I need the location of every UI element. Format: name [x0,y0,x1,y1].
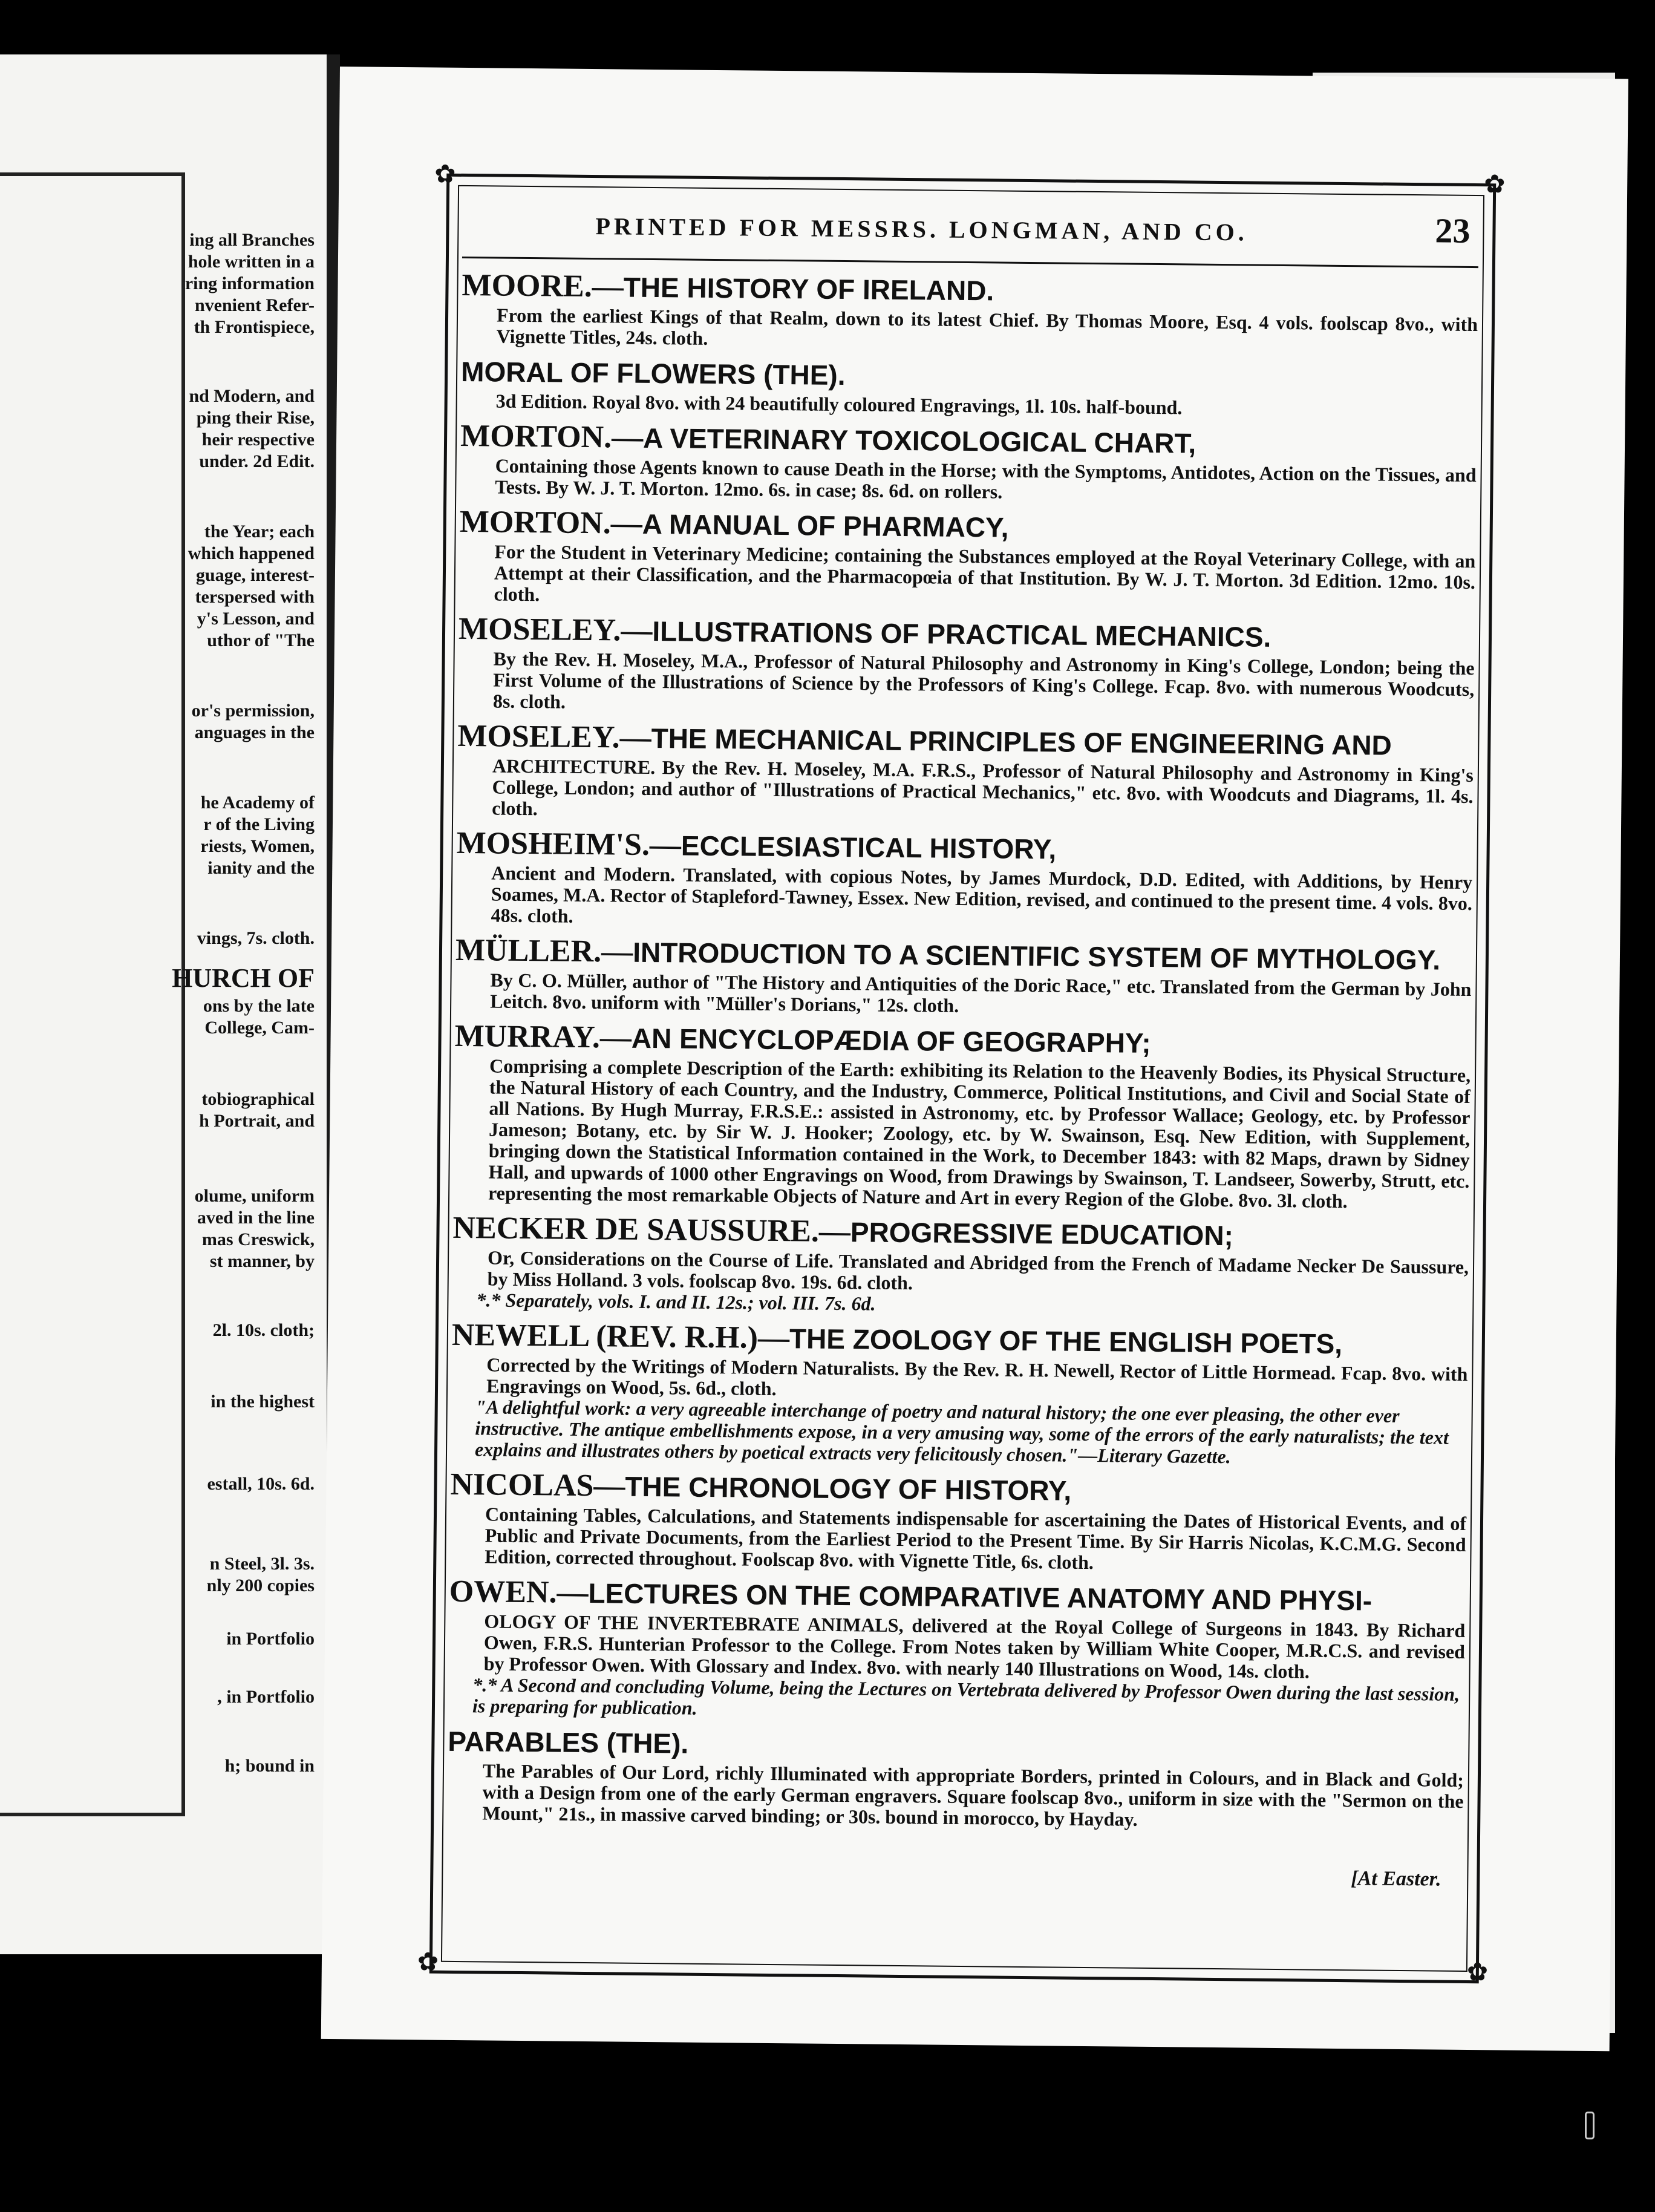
entry-description: Containing those Agents known to cause Death in the Horse; with the Symptoms, Antidotes, Action on the Tissues, and Tests. By W. J. T. Morton. 12mo. 6s. in case; 8s. 6d. on rollers. [495,454,1477,503]
entry-work-title: INTRODUCTION TO A SCIENTIFIC SYSTEM OF MYTHOLOGY. [632,936,1441,976]
left-page-line: hole written in a [188,252,315,272]
publication-note: [At Easter. [1351,1867,1441,1891]
left-page-line: HURCH OF [172,963,315,993]
catalogue-entry [462,267,1478,356]
entry-note: *.* A Second and concluding Volume, being the Lectures on Vertebrata delivered by Professor Owen during the last session, is preparing for publication. [472,1674,1460,1719]
left-page-line: terspersed with [195,587,315,607]
left-page-line: olume, uniform [194,1186,315,1206]
entry-description: Containing Tables, Calculations, and Statements indispensable for ascertaining the Dates of Historical Events, and of Public and Private Documents, from the Earliest Period to the Present Time. By Sir Harris Nicolas, K.C.M.G. Second Edition, corrected throughout. Foolscap 8vo. with Vignette Title, 6s. cloth. [485,1503,1467,1574]
left-page-line: nd Modern, and [189,386,315,406]
entry-author: MOSHEIM'S.— [456,825,682,863]
corner-ornament-icon: ✿ [434,159,456,189]
left-page-line: estall, 10s. 6d. [207,1474,315,1494]
entry-author: MURRAY.— [454,1018,632,1055]
right-page [321,67,1628,2051]
entry-work-title: ILLUSTRATIONS OF PRACTICAL MECHANICS. [652,615,1271,653]
left-page-line: in Portfolio [226,1629,315,1649]
corner-ornament-icon: ✿ [1466,1957,1489,1987]
entry-work-title: THE ZOOLOGY OF THE ENGLISH POETS, [789,1323,1343,1360]
entry-description: Ancient and Modern. Translated, with copious Notes, by James Murdock, D.D. Edited, with Additions, by Henry Soames, M.A. Rector of Stapleford-Tawney, Essex. New Edition, revised, and continued to the present time. 4 vols. 8vo. 48s. cloth. [491,862,1473,927]
catalogue-entries [447,267,1478,1833]
left-page-line: in the highest [211,1392,315,1412]
entry-description: For the Student in Veterinary Medicine; containing the Substances employed at the Royal Veterinary College, with an Attempt at their Classification, and the Pharmacopœia of that Institution. By W. J. T. Morton. 3d Edition. 12mo. 10s. cloth. [494,540,1476,606]
entry-description: The Parables of Our Lord, richly Illuminated with appropriate Borders, printed in Colours, and in Black and Gold; with a Design from one of the early German engravers. Square foolscap 8vo., uniform in size with the "Sermon on the Mount," 21s., in massive carved binding; or 30s. bound in morocco, by Hayday. [482,1759,1464,1830]
entry-description: ARCHITECTURE. By the Rev. H. Moseley, M.A. F.R.S., Professor of Natural Philosophy and Astronomy in King's College, London; and author of "Illustrations of Practical Mechanics," etc. 8vo. with Woodcuts and Diagrams, 1l. 4s. cloth. [492,754,1474,820]
entry-note: *.* Separately, vols. I. and II. 12s.; vol. III. 7s. 6d. [476,1289,876,1315]
left-page-line: mas Creswick, [201,1229,315,1249]
margin-mark [1585,2112,1595,2139]
left-page-line: n Steel, 3l. 3s. [209,1554,315,1574]
left-page-line: ping their Rise, [196,408,315,428]
entry-work-title: AN ENCYCLOPÆDIA OF GEOGRAPHY; [631,1022,1151,1059]
catalogue-entry [461,353,1478,421]
left-page-line: which happened [188,543,315,563]
left-page-line: st manner, by [209,1251,315,1271]
entry-author: NECKER DE SAUSSURE.— [452,1210,851,1249]
entry-work-title: A VETERINARY TOXICOLOGICAL CHART, [642,422,1196,459]
entry-author: OWEN.— [449,1574,589,1611]
entry-author: MOORE.— [462,267,624,304]
left-page-line: nly 200 copies [206,1576,315,1595]
left-page-line: y's Lesson, and [197,609,315,629]
catalogue-entry [447,1723,1464,1833]
left-page-line: ianity and the [207,858,315,878]
catalogue-entry [452,1209,1469,1320]
left-page-border [0,172,185,1816]
left-page-line: College, Cam- [204,1018,315,1038]
left-page-line: ring information [184,273,315,293]
left-page-line: the Year; each [204,522,315,542]
entry-description: 3d Edition. Royal 8vo. with 24 beautifully coloured Engravings, 1l. 10s. half-bound. [495,390,1183,419]
catalogue-entry [448,1573,1466,1726]
catalogue-entry [449,1466,1467,1577]
left-page-line: riests, Women, [200,836,315,856]
entry-work-title: MORAL OF FLOWERS (THE). [460,355,846,391]
entry-work-title: PROGRESSIVE EDUCATION; [850,1216,1234,1252]
left-page-line: vings, 7s. cloth. [197,928,315,948]
corner-ornament-icon: ✿ [1483,169,1506,199]
entry-work-title: PARABLES (THE). [448,1725,689,1759]
entry-work-title: LECTURES ON THE COMPARATIVE ANATOMY AND PHYSI- [588,1577,1373,1617]
left-page-line: ing all Branches [189,230,315,250]
catalogue-entry [458,610,1475,721]
left-page-line: th Frontispiece, [194,317,315,337]
entry-author: MOSELEY.— [457,718,651,755]
left-page-line: under. 2d Edit. [199,451,315,471]
left-page [0,54,327,1954]
running-head-text: PRINTED FOR MESSRS. LONGMAN, AND CO. [595,212,1248,246]
left-page-line: h; bound in [224,1756,315,1776]
left-page-line: 2l. 10s. cloth; [212,1320,315,1340]
running-head [462,201,1479,268]
entry-note: "A delightful work: a very agreeable interchange of poetry and natural history; the one ever pleasing, the other ever instructive. The antique embellishments expose, in a very amusing way, some of the errors of the early naturalists; the text explains and illustrates others by poetical extracts very felicitously chosen."—Literary Gazette. [474,1396,1449,1468]
entry-author: NICOLAS— [450,1467,625,1504]
catalogue-entry [457,718,1474,828]
entry-description: By C. O. Müller, author of "The History and Antiquities of the Doric Race," etc. Translated from the German by John Leitch. 8vo. uniform with "Müller's Dorians," 12s. cloth. [490,969,1472,1016]
entry-description: Comprising a complete Description of the Earth: exhibiting its Relation to the Heavenly Bodies, its Physical Structure, the Natural History of each Country, and the Industry, Commerce, Political Institutions, and Civil and Social State of all Nations. By Hugh Murray, F.R.S.E.: assisted in Astronomy, etc. by Professor Wallace; Geology, etc. by Professor Jameson; Botany, etc. by Sir W. J. Hooker; Zoology, etc. by W. Swainson, Esq. New Edition, with Supplement, bringing down the Statistical Information contained in the Work, to December 1843: with 82 Maps, drawn by Sidney Hall, and upwards of 1000 other Engravings on Wood, from Drawings by Swainson, T. Landseer, Sowerby, Strutt, etc. representing the most remarkable Objects of Nature and Art in every Region of the Globe. 8vo. 3l. cloth. [488,1055,1471,1212]
left-page-line: nvenient Refer- [195,295,315,315]
left-page-line: h Portrait, and [199,1111,315,1131]
entry-description: Corrected by the Writings of Modern Naturalists. By the Rev. R. H. Newell, Rector of Little Hormead. Fcap. 8vo. with Engravings on Wood, 5s. 6d., cloth. [486,1353,1468,1400]
left-page-line: ons by the late [203,996,315,1016]
catalogue-entry [455,932,1472,1021]
entry-author: MORTON.— [460,418,644,455]
left-page-line: uthor of "The [207,630,315,650]
page-number: 23 [1435,211,1471,250]
left-page-line: he Academy of [200,793,315,813]
entry-author: MÜLLER.— [455,932,633,969]
left-page-line: heir respective [201,430,315,450]
corner-ornament-icon: ✿ [417,1946,439,1977]
left-page-line: or's permission, [191,701,315,721]
catalogue-entry [455,825,1473,935]
entry-work-title: THE HISTORY OF IRELAND. [623,271,994,307]
catalogue-entry [451,1317,1468,1470]
left-page-line: r of the Living [203,814,315,834]
entry-author: MOSELEY.— [458,611,653,648]
catalogue-entry [459,503,1476,614]
entry-author: MORTON.— [459,504,643,541]
entry-description: Or, Considerations on the Course of Life. Translated and Abridged from the French of Madame Necker De Saussure, by Miss Holland. 3 vols. foolscap 8vo. 19s. 6d. cloth. [487,1246,1469,1294]
entry-author: NEWELL (REV. R.H.)— [451,1317,790,1356]
catalogue-entry [453,1018,1471,1213]
entry-description: From the earliest Kings of that Realm, down to its latest Chief. By Thomas Moore, Esq. 4 vols. foolscap 8vo., with Vignette Titles, 24s. cloth. [496,304,1478,349]
left-page-line: guage, interest- [195,565,315,585]
left-page-line: aved in the line [197,1208,315,1228]
catalogue-entry [460,417,1477,507]
left-page-line: , in Portfolio [217,1687,315,1707]
entry-description: OLOGY OF THE INVERTEBRATE ANIMALS, delivered at the Royal College of Surgeons in 1843. By Richard Owen, F.R.S. Hunterian Professor to the College. From Notes taken by William White Cooper, M.R.C.S. and revised by Professor Owen. With Glossary and Index. 8vo. with nearly 140 Illustrations on Wood, 14s. cloth. [483,1610,1466,1683]
entry-work-title: ECCLESIASTICAL HISTORY, [681,830,1057,865]
entry-work-title: THE CHRONOLOGY OF HISTORY, [625,1470,1072,1507]
entry-work-title: THE MECHANICAL PRINCIPLES OF ENGINEERING AND [651,722,1392,761]
entry-work-title: A MANUAL OF PHARMACY, [642,508,1009,543]
left-page-line: tobiographical [201,1089,315,1109]
entry-description: By the Rev. H. Moseley, M.A., Professor of Natural Philosophy and Astronomy in King's College, London; being the First Volume of the Illustrations of Science by the Professors of King's College. Fcap. 8vo. with numerous Woodcuts, 8s. cloth. [492,647,1475,713]
page-content [447,201,1479,1839]
left-page-line: anguages in the [194,722,315,742]
